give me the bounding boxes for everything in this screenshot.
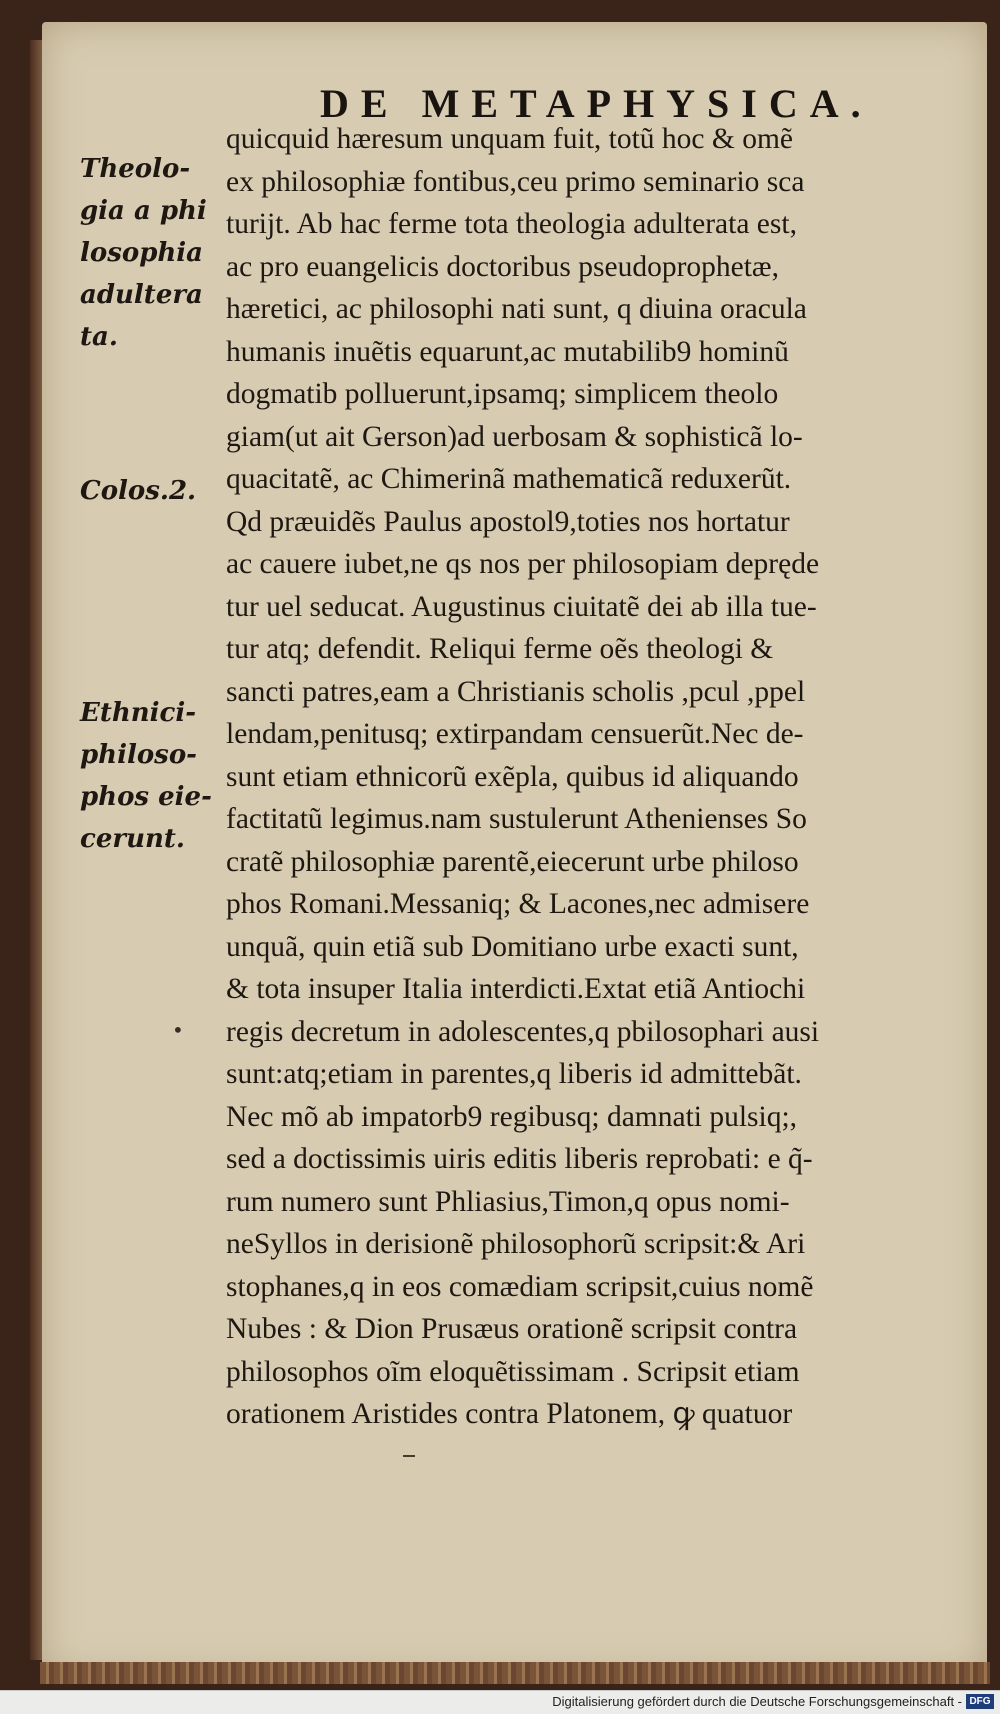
text-line: sed a doctissimis uiris editis liberis reprobati: e q̃- xyxy=(226,1143,813,1175)
text-line: turijt. Ab hac ferme tota theologia adulterata est, xyxy=(226,208,797,240)
text-line: sancti patres,eam a Christianis scholis ,pcul ,ppel xyxy=(226,675,806,708)
text-line: tur uel seducat. Augustinus ciuitatẽ dei ab illa tue- xyxy=(226,590,817,623)
marginal-note-line: cerunt. xyxy=(80,824,185,854)
marginal-note-line: philoso- xyxy=(80,740,197,770)
marginal-note-line: ta. xyxy=(80,322,118,352)
ink-mark xyxy=(403,1455,415,1457)
text-line: stophanes,q in eos comædiam scripsit,cuius nomẽ xyxy=(226,1270,814,1303)
marginal-note-line: phos eie- xyxy=(80,782,212,812)
marginal-note-line: Colos.2. xyxy=(80,476,197,506)
marginal-note-line: Theolo- xyxy=(80,154,191,184)
marginal-note-line: losophia xyxy=(80,238,204,268)
text-line: neSyllos in derisionẽ philosophorũ scripsit:& Ari xyxy=(226,1228,806,1260)
text-line: Nubes : & Dion Prusæus orationẽ scripsit contra xyxy=(226,1313,798,1345)
text-line: ac pro euangelicis doctoribus pseudoprophetæ, xyxy=(226,250,779,283)
ink-speck: • xyxy=(172,1018,184,1042)
text-line: giam(ut ait Gerson)ad uerbosam & sophisticã lo- xyxy=(226,420,803,453)
digitization-footer xyxy=(0,1690,1000,1714)
text-line: sunt etiam ethnicorũ exẽpla, quibus id aliquando xyxy=(226,760,799,793)
marginal-note-line: adultera xyxy=(80,280,203,310)
text-line: phos Romani.Messaniq; & Lacones,nec admisere xyxy=(226,888,810,920)
text-line: Qd præuidẽs Paulus apostol9,toties nos hortatur xyxy=(226,505,790,538)
text-line: & tota insuper Italia interdicti.Extat etiã Antiochi xyxy=(226,973,806,1005)
text-line: unquã, quin etiã sub Domitiano urbe exacti sunt, xyxy=(226,930,799,963)
text-line: lendam,penitusq; extirpandam censuerũt.Nec de- xyxy=(226,718,804,750)
text-line: hæretici, ac philosophi nati sunt, q diuina oracula xyxy=(226,293,807,325)
body-text xyxy=(226,118,966,1436)
text-line: orationem Aristides contra Platonem, ꝙ quatuor xyxy=(226,1398,793,1430)
text-line: dogmatib polluerunt,ipsamq; simplicem theolo xyxy=(226,378,779,410)
dfg-logo-icon: DFG xyxy=(966,1694,994,1709)
text-line: sunt:atq;etiam in parentes,q liberis id admittebãt. xyxy=(226,1058,802,1090)
text-line: philosophos oĩm eloquẽtissimam . Scripsit etiam xyxy=(226,1355,800,1388)
text-line: humanis inuẽtis equarunt,ac mutabilib9 hominũ xyxy=(226,335,789,368)
text-line: ac cauere iubet,ne qs nos per philosopiam depręde xyxy=(226,548,820,580)
text-line: cratẽ philosophiæ parentẽ,eiecerunt urbe philoso xyxy=(226,845,799,878)
marginal-note-line: gia a phi xyxy=(80,196,207,226)
footer-credit: Digitalisierung gefördert durch die Deutsche Forschungsgemeinschaft - xyxy=(552,1694,962,1709)
text-line: quacitatẽ, ac Chimerinã mathematicã reduxerũt. xyxy=(226,463,792,495)
text-line: rum numero sunt Phliasius,Timon,q opus nomi- xyxy=(226,1185,790,1218)
running-head: DE METAPHYSICA. xyxy=(320,81,873,126)
marginal-note-colossians xyxy=(80,470,220,512)
marginal-note-theologia xyxy=(80,148,220,358)
marginal-note-ethnici xyxy=(80,692,220,860)
text-line: quicquid hæresum unquam fuit, totũ hoc & omẽ xyxy=(226,123,793,155)
text-line: regis decretum in adolescentes,q pbilosophari ausi xyxy=(226,1015,820,1048)
text-line: factitatũ legimus.nam sustulerunt Athenienses So xyxy=(226,803,807,835)
text-line: tur atq; defendit. Reliqui ferme oẽs theologi & xyxy=(226,633,774,665)
marginal-note-line: Ethnici- xyxy=(80,698,197,728)
text-line: Nec mõ ab impatorb9 regibusq; damnati pulsiq;, xyxy=(226,1100,798,1133)
page-bottom-edge xyxy=(40,1662,990,1684)
text-line: ex philosophiæ fontibus,ceu primo seminario sca xyxy=(226,165,805,198)
